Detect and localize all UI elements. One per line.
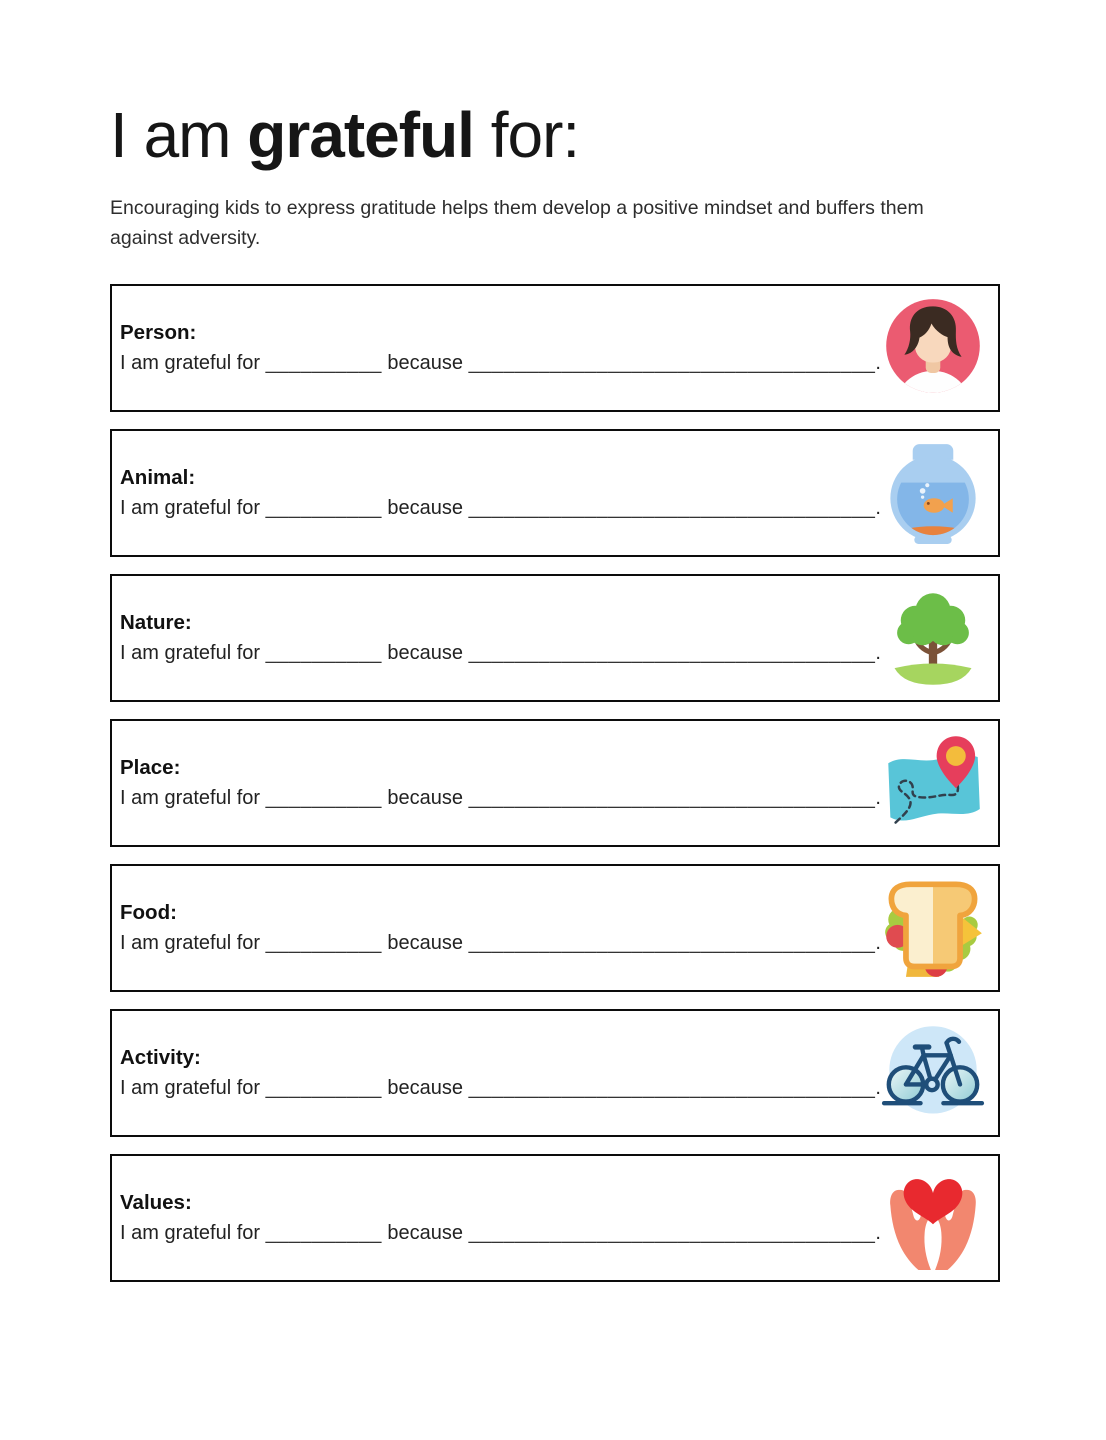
short-blank-line: __________ [265, 351, 382, 374]
row-text [120, 901, 881, 955]
sentence-prefix: I am grateful for [120, 786, 261, 809]
sentence-prefix: I am grateful for [120, 1076, 261, 1099]
woman-avatar-icon [881, 296, 985, 400]
sentence-period: . [875, 786, 881, 809]
title-emphasis: grateful [247, 99, 474, 171]
sentence-prefix: I am grateful for [120, 1221, 261, 1244]
long-blank-line: ___________________________________ [468, 496, 876, 519]
fill-in-sentence [120, 1222, 881, 1245]
row-text [120, 321, 881, 375]
long-blank-line: ___________________________________ [468, 351, 876, 374]
row-values [110, 1154, 1000, 1282]
sentence-prefix: I am grateful for [120, 496, 261, 519]
row-text [120, 611, 881, 665]
row-label: Place: [120, 755, 181, 779]
fill-in-sentence [120, 787, 881, 810]
row-place [110, 719, 1000, 847]
title-suffix: for: [473, 99, 580, 171]
sentence-prefix: I am grateful for [120, 931, 261, 954]
sentence-period: . [875, 351, 881, 374]
short-blank-line: __________ [265, 496, 382, 519]
sentence-period: . [875, 496, 881, 519]
row-label: Food: [120, 900, 177, 924]
row-label: Animal: [120, 465, 196, 489]
fill-in-sentence [120, 497, 881, 520]
row-label: Nature: [120, 610, 192, 634]
bicycle-icon [881, 1021, 985, 1125]
title-prefix: I am [110, 99, 248, 171]
worksheet-rows [110, 284, 1000, 1282]
row-label: Person: [120, 320, 197, 344]
row-label: Activity: [120, 1045, 201, 1069]
sentence-middle: because [387, 496, 464, 519]
long-blank-line: ___________________________________ [468, 786, 876, 809]
row-activity [110, 1009, 1000, 1137]
long-blank-line: ___________________________________ [468, 931, 876, 954]
sentence-period: . [875, 641, 881, 664]
sentence-middle: because [387, 641, 464, 664]
row-label: Values: [120, 1190, 192, 1214]
sentence-period: . [875, 1221, 881, 1244]
sentence-middle: because [387, 786, 464, 809]
map-with-pin-icon [881, 731, 985, 835]
long-blank-line: ___________________________________ [468, 1076, 876, 1099]
row-text [120, 1191, 881, 1245]
sentence-middle: because [387, 351, 464, 374]
row-nature [110, 574, 1000, 702]
fill-in-sentence [120, 932, 881, 955]
short-blank-line: __________ [265, 1221, 382, 1244]
hands-holding-heart-icon [881, 1166, 985, 1270]
sentence-period: . [875, 931, 881, 954]
sentence-middle: because [387, 1076, 464, 1099]
row-text [120, 756, 881, 810]
tree-icon [881, 586, 985, 690]
fill-in-sentence [120, 1077, 881, 1100]
page-subtitle: Encouraging kids to express gratitude helps them develop a positive mindset and buffers them against adversity. [110, 197, 924, 250]
sentence-middle: because [387, 1221, 464, 1244]
short-blank-line: __________ [265, 1076, 382, 1099]
long-blank-line: ___________________________________ [468, 1221, 876, 1244]
sentence-prefix: I am grateful for [120, 641, 261, 664]
row-person [110, 284, 1000, 412]
row-animal [110, 429, 1000, 557]
fill-in-sentence [120, 642, 881, 665]
short-blank-line: __________ [265, 786, 382, 809]
sentence-prefix: I am grateful for [120, 351, 261, 374]
row-food [110, 864, 1000, 992]
row-text [120, 466, 881, 520]
long-blank-line: ___________________________________ [468, 641, 876, 664]
sentence-period: . [875, 1076, 881, 1099]
sentence-middle: because [387, 931, 464, 954]
page-title [110, 99, 1000, 171]
fill-in-sentence [120, 352, 881, 375]
short-blank-line: __________ [265, 931, 382, 954]
sandwich-icon [881, 876, 985, 980]
row-text [120, 1046, 881, 1100]
short-blank-line: __________ [265, 641, 382, 664]
fishbowl-icon [881, 441, 985, 545]
